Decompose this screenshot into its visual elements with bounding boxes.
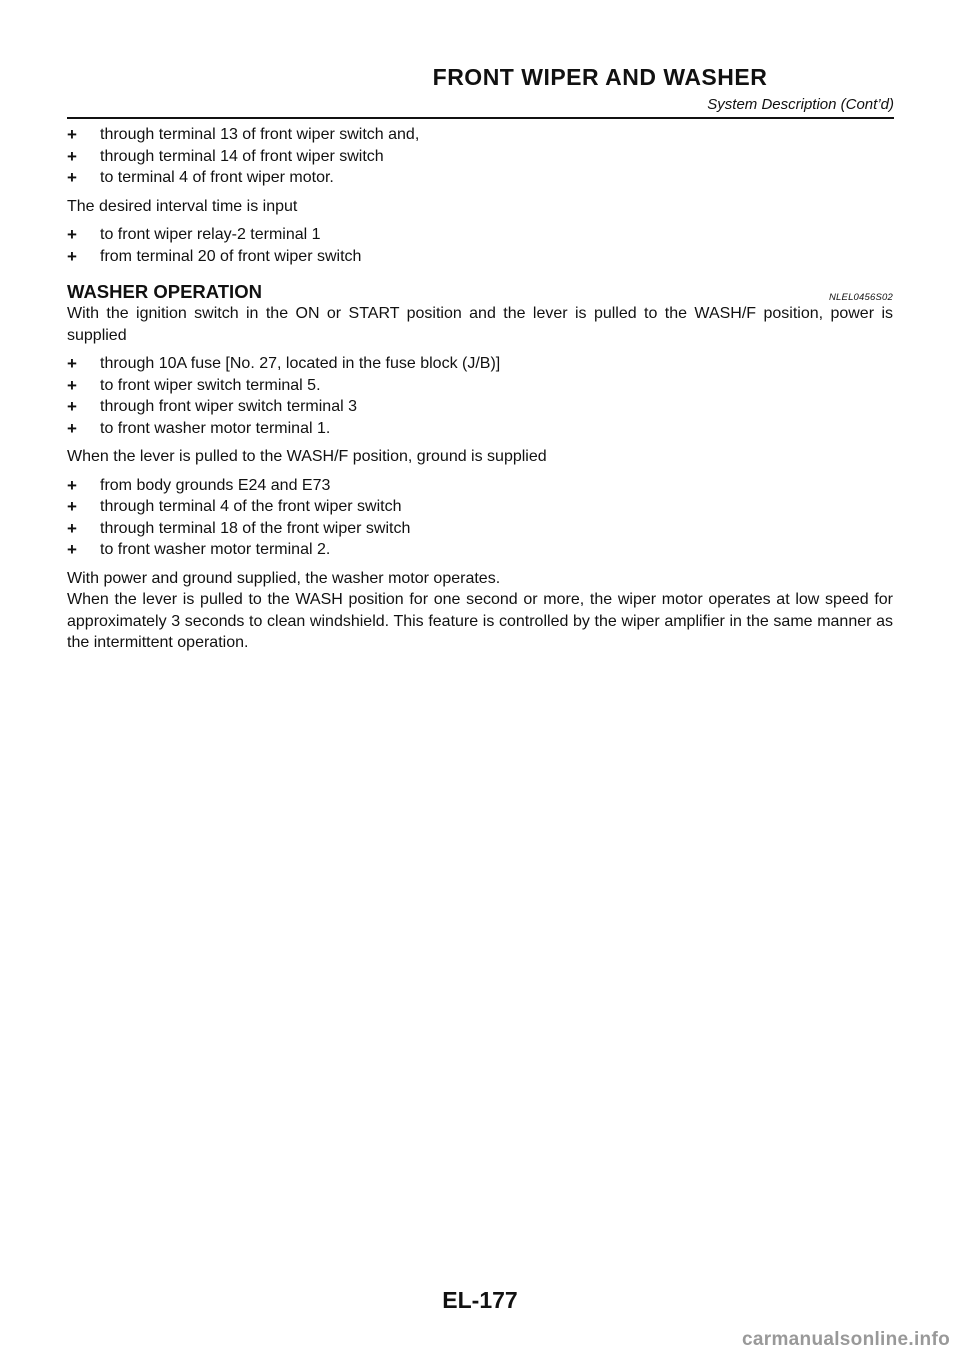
washer-paragraph-1: With the ignition switch in the ON or START position and the lever is pulled to the WASH/F position, power is supplied bbox=[67, 305, 893, 344]
washer-paragraph-2: When the lever is pulled to the WASH/F position, ground is supplied bbox=[67, 448, 547, 465]
list-item: + through terminal 18 of the front wiper switch bbox=[67, 518, 411, 538]
list-item: + through terminal 13 of front wiper switch and, bbox=[67, 125, 420, 144]
list-item: + to front washer motor terminal 1. bbox=[67, 418, 331, 438]
page-subtitle: System Description (Cont’d) bbox=[707, 96, 894, 113]
bullet-marker: + bbox=[67, 375, 77, 395]
bullet-marker: + bbox=[67, 125, 77, 144]
list-item: + through terminal 4 of the front wiper switch bbox=[67, 497, 402, 516]
document-body bbox=[67, 124, 893, 654]
bullet-marker: + bbox=[67, 418, 77, 438]
section-title: WASHER OPERATION bbox=[67, 281, 262, 302]
washer-paragraph-3: With power and ground supplied, the washer motor operates. bbox=[67, 569, 501, 587]
interval-paragraph: The desired interval time is input bbox=[67, 197, 298, 215]
page-number: EL-177 bbox=[442, 1287, 518, 1313]
bullet-marker: + bbox=[67, 168, 77, 187]
washer-paragraph-4: When the lever is pulled to the WASH position for one second or more, the wiper motor operates at low speed for approximately 3 seconds to clean windshield. This feature is controlled by the wiper amplifier in the same manner as the intermittent operation. bbox=[67, 591, 893, 651]
section-heading bbox=[67, 279, 893, 303]
list-item: + through terminal 14 of front wiper switch bbox=[67, 146, 384, 166]
list-item: + to terminal 4 of front wiper motor. bbox=[67, 168, 334, 187]
list-item: + from terminal 20 of front wiper switch bbox=[67, 246, 362, 266]
list-item: + through 10A fuse [No. 27, located in the fuse block (J/B)] bbox=[67, 354, 501, 373]
bullet-marker: + bbox=[67, 397, 77, 416]
watermark: carmanualsonline.info bbox=[742, 1329, 950, 1350]
bullet-marker: + bbox=[67, 146, 77, 166]
list-item: + to front wiper relay-2 terminal 1 bbox=[67, 225, 321, 244]
bullet-marker: + bbox=[67, 518, 77, 538]
section-code: NLEL0456S02 bbox=[828, 292, 893, 303]
list-item: + to front washer motor terminal 2. bbox=[67, 540, 331, 559]
header-divider bbox=[67, 117, 894, 119]
bullet-marker: + bbox=[67, 540, 77, 559]
list-item: + to front wiper switch terminal 5. bbox=[67, 375, 321, 395]
bullet-marker: + bbox=[67, 354, 77, 373]
bullet-marker: + bbox=[67, 225, 77, 244]
list-item: + through front wiper switch terminal 3 bbox=[67, 397, 357, 416]
page-title: FRONT WIPER AND WASHER bbox=[432, 64, 768, 90]
bullet-marker: + bbox=[67, 497, 77, 516]
bullet-marker: + bbox=[67, 475, 77, 495]
list-item: + from body grounds E24 and E73 bbox=[67, 475, 331, 495]
bullet-marker: + bbox=[67, 246, 77, 266]
